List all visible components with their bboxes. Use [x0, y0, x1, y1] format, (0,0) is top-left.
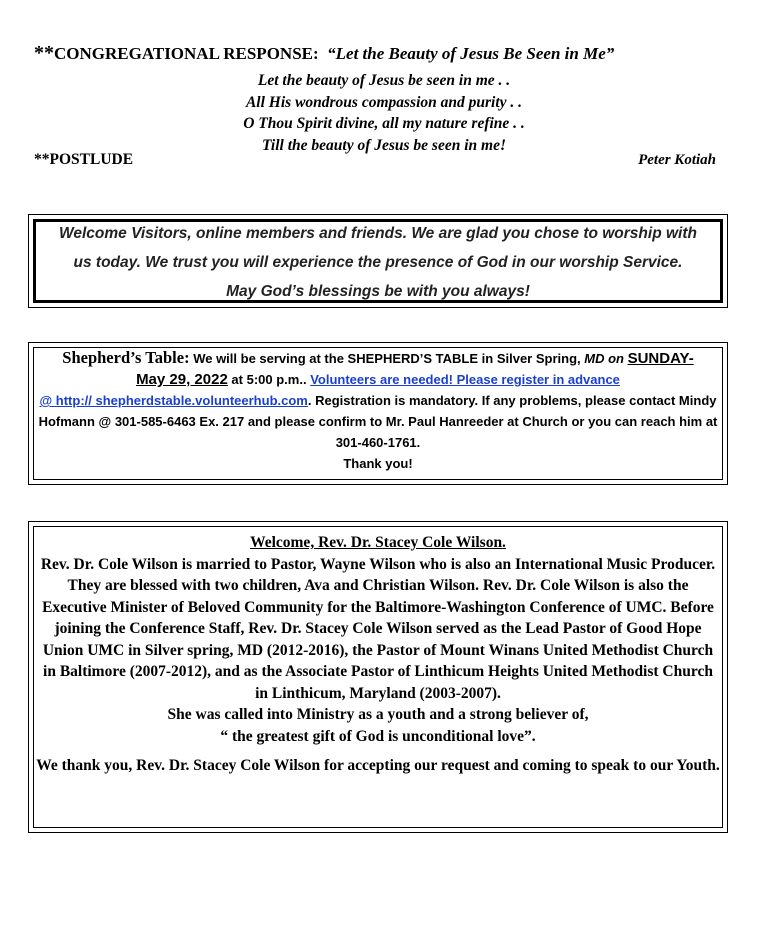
shepherds-table-date: May 29, 2022 — [136, 371, 228, 388]
lyric-line: All His wondrous compassion and purity . . — [245, 93, 523, 111]
rev-wilson-bio — [35, 532, 721, 777]
shepherds-table-day: SUNDAY- — [627, 350, 694, 367]
rev-wilson-body: Rev. Dr. Cole Wilson is married to Pastor, Wayne Wilson who is also an International Music Producer. They are blessed with two children, Ava and Christian Wilson. Rev. Dr. Cole Wilson is also the Executive Minister of Beloved Community for the Baltimore-Washington Conference of UMC. Before joining the Conference Staff, Rev. Dr. Stacey Cole Wilson served as the Lead Pastor of Good Hope Union UMC in Silver spring, MD (2012-2016), the Pastor of Mount Winans United Methodist Church in Baltimore (2007-2012), and as the Associate Pastor of Linthicum Heights United Methodist Church in Linthicum, Maryland (2003-2007). — [40, 555, 716, 702]
welcome-visitors-box — [28, 214, 728, 308]
rev-wilson-title: Welcome, Rev. Dr. Stacey Cole Wilson. — [250, 534, 506, 551]
shepherds-table-heading: Shepherd’s Table: — [62, 348, 190, 367]
shepherds-table-thanks: Thank you! — [343, 456, 413, 471]
song-title: “Let the Beauty of Jesus Be Seen in Me” — [327, 44, 615, 63]
welcome-line: us today. We trust you will experience the presence of God in our worship Service. — [73, 254, 683, 271]
congregational-response-heading — [34, 42, 614, 65]
shepherds-table-intro: We will be serving at the SHEPHERD’S TABLE in Silver Spring, — [189, 351, 585, 366]
lyric-line: Till the beauty of Jesus be seen in me! — [262, 136, 506, 154]
welcome-message — [39, 219, 717, 306]
rev-wilson-closing: We thank you, Rev. Dr. Stacey Cole Wilson for accepting our request and coming to speak to our Youth. — [36, 757, 720, 774]
shepherds-table-notice — [37, 347, 719, 474]
lyric-line: Let the beauty of Jesus be seen in me . . — [257, 72, 511, 89]
shepherds-table-time: at 5:00 p.m.. — [227, 372, 311, 387]
postlude-performer: Peter Kotiah — [638, 152, 716, 168]
lyric-line: O Thou Spirit divine, all my nature refine . . — [243, 115, 525, 132]
congregational-response-label: CONGREGATIONAL RESPONSE: — [54, 44, 319, 63]
shepherds-table-body: . Registration is mandatory. If any problems, please contact Mindy Hofmann @ 301-585-6463 Ex. 217 and please confirm to Mr. Paul Hanreeder at Church or you can reach him at 301-460-1761. — [38, 393, 718, 450]
rev-wilson-ministry: She was called into Ministry as a youth and a strong believer of, — [167, 706, 589, 723]
rev-wilson-welcome-box — [28, 521, 728, 833]
welcome-line: Welcome Visitors, online members and friends. We are glad you chose to worship with — [59, 225, 697, 242]
shepherds-table-box — [28, 342, 728, 485]
rev-wilson-quote: “ the greatest gift of God is unconditional love”. — [220, 727, 536, 745]
song-lyrics — [0, 70, 768, 156]
postlude-label: **POSTLUDE — [34, 151, 134, 168]
volunteerhub-url-link[interactable]: @ http:// shepherdstable.volunteerhub.com — [39, 393, 308, 408]
volunteer-register-link[interactable]: Volunteers are needed! Please register in advance — [310, 372, 620, 387]
rubric-stars: ** — [34, 42, 54, 64]
shepherds-table-md: MD on — [584, 351, 624, 366]
welcome-line: May God’s blessings be with you always! — [226, 283, 530, 300]
